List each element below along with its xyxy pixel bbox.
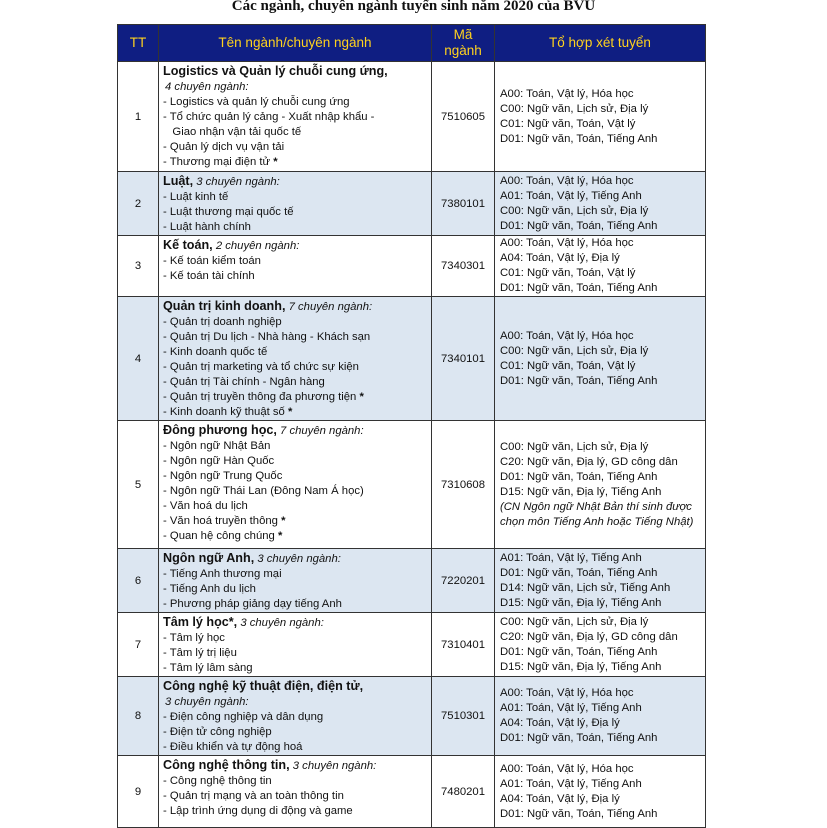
specialization-name: - Quản trị mạng và an toàn thông tin bbox=[163, 790, 344, 802]
major-name: Tâm lý học*, bbox=[163, 615, 238, 629]
major-heading bbox=[163, 64, 431, 80]
specialization-name: - Kinh doanh kỹ thuật số bbox=[163, 406, 288, 418]
specialization-item bbox=[163, 710, 431, 725]
combo-cell bbox=[495, 677, 706, 756]
specialization-name: - Logistics và quản lý chuỗi cung ứng bbox=[163, 96, 350, 108]
combo-item: A01: Toán, Vật lý, Tiếng Anh bbox=[500, 777, 642, 790]
specialization-item bbox=[163, 405, 431, 420]
major-name: Đông phương học, bbox=[163, 423, 277, 437]
specialization-name: - Ngôn ngữ Nhật Bản bbox=[163, 440, 271, 452]
major-heading bbox=[163, 551, 431, 567]
specialization-count: 3 chuyên ngành: bbox=[257, 553, 341, 565]
header-combo: Tổ hợp xét tuyển bbox=[495, 25, 706, 62]
major-heading bbox=[163, 174, 431, 190]
table-row bbox=[118, 172, 706, 236]
combo-note: (CN Ngôn ngữ Nhật Bản thí sinh được bbox=[500, 500, 692, 513]
specialization-item bbox=[163, 190, 431, 205]
specialization-name: - Điện tử công nghiệp bbox=[163, 726, 272, 738]
combo-item: A04: Toán, Vật lý, Địa lý bbox=[500, 252, 620, 264]
combo-item: D15: Ngữ văn, Địa lý, Tiếng Anh bbox=[500, 660, 662, 673]
major-name: Công nghệ thông tin, bbox=[163, 758, 290, 772]
combo-item: A00: Toán, Vật lý, Hóa học bbox=[500, 174, 634, 187]
combo-item: D01: Ngữ văn, Toán, Tiếng Anh bbox=[500, 645, 658, 658]
specialization-item bbox=[163, 631, 431, 646]
table-row bbox=[118, 677, 706, 756]
specialization-name: - Điều khiển và tự động hoá bbox=[163, 741, 303, 753]
combo-item: D01: Ngữ văn, Toán, Tiếng Anh bbox=[500, 566, 658, 579]
combo-item: D15: Ngữ văn, Địa lý, Tiếng Anh bbox=[500, 485, 662, 498]
major-code: 7310401 bbox=[432, 613, 495, 677]
specialization-name: - Luật kinh tế bbox=[163, 191, 229, 203]
major-cell bbox=[159, 549, 432, 613]
header-name: Tên ngành/chuyên ngành bbox=[159, 25, 432, 62]
table-body bbox=[118, 62, 706, 828]
combo-item: D01: Ngữ văn, Toán, Tiếng Anh bbox=[500, 470, 658, 483]
specialization-count: 3 chuyên ngành: bbox=[292, 760, 377, 772]
new-marker-icon: * bbox=[359, 391, 364, 403]
specialization-item bbox=[163, 774, 431, 789]
major-cell bbox=[159, 172, 432, 236]
specialization-item bbox=[163, 140, 431, 155]
specialization-name: - Tâm lý học bbox=[163, 632, 225, 644]
specialization-name: - Ngôn ngữ Thái Lan (Đông Nam Á học) bbox=[163, 485, 364, 497]
specialization-item bbox=[163, 582, 431, 597]
specialization-item bbox=[163, 469, 431, 484]
combo-cell bbox=[495, 62, 706, 172]
combo-item: C00: Ngữ văn, Lịch sử, Địa lý bbox=[500, 440, 649, 453]
combo-item: A04: Toán, Vật lý, Địa lý bbox=[500, 717, 620, 729]
specialization-item bbox=[163, 484, 431, 499]
specialization-item bbox=[163, 110, 431, 125]
table-row bbox=[118, 613, 706, 677]
table-row bbox=[118, 62, 706, 172]
major-name: Kế toán, bbox=[163, 238, 213, 252]
row-number: 1 bbox=[118, 62, 159, 172]
major-code: 7380101 bbox=[432, 172, 495, 236]
specialization-item bbox=[163, 330, 431, 345]
specialization-name: - Văn hoá truyền thông bbox=[163, 515, 282, 527]
combo-cell bbox=[495, 421, 706, 549]
specialization-count: 3 chuyên ngành: bbox=[196, 176, 280, 188]
row-number: 9 bbox=[118, 756, 159, 828]
specialization-item bbox=[163, 205, 431, 220]
specialization-item bbox=[163, 529, 431, 544]
major-name: Luật, bbox=[163, 174, 194, 188]
major-heading bbox=[163, 679, 431, 695]
specialization-name: - Tiếng Anh du lịch bbox=[163, 583, 256, 595]
specialization-name: - Luật hành chính bbox=[163, 221, 251, 233]
combo-item: C20: Ngữ văn, Địa lý, GD công dân bbox=[500, 630, 678, 643]
combo-item: A00: Toán, Vật lý, Hóa học bbox=[500, 762, 634, 775]
combo-cell bbox=[495, 236, 706, 297]
specialization-item bbox=[163, 646, 431, 661]
major-cell bbox=[159, 236, 432, 297]
combo-cell bbox=[495, 549, 706, 613]
major-code: 7340101 bbox=[432, 297, 495, 421]
major-cell bbox=[159, 613, 432, 677]
specialization-item bbox=[163, 315, 431, 330]
major-heading bbox=[163, 758, 431, 774]
header-code-line1: Mã bbox=[453, 27, 473, 42]
major-heading bbox=[163, 615, 431, 631]
specialization-count-text: 4 chuyên ngành: bbox=[165, 81, 249, 93]
major-cell bbox=[159, 421, 432, 549]
combo-item: D01: Ngữ văn, Toán, Tiếng Anh bbox=[500, 807, 658, 820]
specialization-name: Giao nhận vận tải quốc tế bbox=[163, 126, 302, 138]
major-cell bbox=[159, 62, 432, 172]
specialization-name: - Quản trị doanh nghiệp bbox=[163, 316, 282, 328]
combo-item: C00: Ngữ văn, Lịch sử, Địa lý bbox=[500, 615, 649, 628]
combo-item: C01: Ngữ văn, Toán, Vật lý bbox=[500, 117, 636, 130]
combo-item: A00: Toán, Vật lý, Hóa học bbox=[500, 329, 634, 342]
major-code: 7220201 bbox=[432, 549, 495, 613]
combo-item: C00: Ngữ văn, Lịch sử, Địa lý bbox=[500, 204, 649, 217]
specialization-item bbox=[163, 514, 431, 529]
specialization-name: - Quản trị Du lịch - Nhà hàng - Khách sạn bbox=[163, 331, 371, 343]
combo-cell bbox=[495, 172, 706, 236]
specialization-count: 2 chuyên ngành: bbox=[215, 240, 300, 252]
specialization-count: 3 chuyên ngành: bbox=[240, 617, 324, 629]
specialization-name: - Tâm lý trị liệu bbox=[163, 647, 237, 659]
row-number: 8 bbox=[118, 677, 159, 756]
major-cell bbox=[159, 297, 432, 421]
specialization-item bbox=[163, 375, 431, 390]
specialization-name: - Quản trị truyền thông đa phương tiện bbox=[163, 391, 360, 403]
major-name: Công nghệ kỹ thuật điện, điện tử, bbox=[163, 679, 364, 693]
combo-item: A01: Toán, Vật lý, Tiếng Anh bbox=[500, 551, 642, 564]
specialization-item bbox=[163, 804, 431, 819]
combo-item: C00: Ngữ văn, Lịch sử, Địa lý bbox=[500, 344, 649, 357]
combo-item: A01: Toán, Vật lý, Tiếng Anh bbox=[500, 702, 642, 714]
specialization-name: - Lập trình ứng dụng di động và game bbox=[163, 805, 353, 817]
specialization-count-text: 3 chuyên ngành: bbox=[165, 696, 249, 708]
specialization-item bbox=[163, 725, 431, 740]
header-code-line2: ngành bbox=[444, 43, 482, 58]
table-row bbox=[118, 297, 706, 421]
combo-item: C01: Ngữ văn, Toán, Vật lý bbox=[500, 359, 636, 372]
specialization-name: - Phương pháp giảng dạy tiếng Anh bbox=[163, 598, 342, 610]
table-row bbox=[118, 549, 706, 613]
major-name: Ngôn ngữ Anh, bbox=[163, 551, 255, 565]
major-cell bbox=[159, 756, 432, 828]
combo-item: D01: Ngữ văn, Toán, Tiếng Anh bbox=[500, 132, 658, 145]
combo-cell bbox=[495, 297, 706, 421]
specialization-name: - Thương mại điện tử bbox=[163, 156, 274, 168]
combo-item: C20: Ngữ văn, Địa lý, GD công dân bbox=[500, 455, 678, 468]
admissions-table bbox=[117, 24, 706, 828]
specialization-item bbox=[163, 454, 431, 469]
combo-item: D14: Ngữ văn, Lịch sử, Tiếng Anh bbox=[500, 581, 671, 594]
specialization-name: - Ngôn ngữ Hàn Quốc bbox=[163, 455, 275, 467]
specialization-item bbox=[163, 269, 431, 284]
specialization-name: - Luật thương mại quốc tế bbox=[163, 206, 294, 218]
specialization-name: - Kinh doanh quốc tế bbox=[163, 346, 268, 358]
specialization-item bbox=[163, 254, 431, 269]
specialization-item bbox=[163, 155, 431, 170]
specialization-name: - Tâm lý lâm sàng bbox=[163, 662, 253, 674]
combo-note: chọn môn Tiếng Anh hoặc Tiếng Nhật) bbox=[500, 515, 694, 528]
specialization-item bbox=[163, 567, 431, 582]
specialization-name: - Quản lý dịch vụ vận tải bbox=[163, 141, 285, 153]
major-code: 7310608 bbox=[432, 421, 495, 549]
combo-item: D01: Ngữ văn, Toán, Tiếng Anh bbox=[500, 732, 658, 744]
specialization-count: 7 chuyên ngành: bbox=[288, 301, 373, 313]
specialization-item bbox=[163, 95, 431, 110]
table-row bbox=[118, 236, 706, 297]
combo-item: A00: Toán, Vật lý, Hóa học bbox=[500, 687, 634, 699]
combo-item: D01: Ngữ văn, Toán, Tiếng Anh bbox=[500, 219, 658, 232]
specialization-item bbox=[163, 740, 431, 755]
header-code bbox=[432, 25, 495, 62]
specialization-name: - Quan hệ công chúng bbox=[163, 530, 278, 542]
specialization-name: - Công nghệ thông tin bbox=[163, 775, 272, 787]
combo-item: A01: Toán, Vật lý, Tiếng Anh bbox=[500, 189, 642, 202]
header-row bbox=[118, 25, 706, 62]
specialization-item bbox=[163, 125, 431, 140]
specialization-name: - Văn hoá du lịch bbox=[163, 500, 248, 512]
combo-item: D01: Ngữ văn, Toán, Tiếng Anh bbox=[500, 282, 658, 294]
new-marker-icon: * bbox=[277, 530, 283, 542]
specialization-item bbox=[163, 345, 431, 360]
new-marker-icon: * bbox=[281, 515, 286, 527]
specialization-item bbox=[163, 597, 431, 612]
major-code: 7480201 bbox=[432, 756, 495, 828]
specialization-name: - Kế toán tài chính bbox=[163, 270, 255, 282]
combo-item: D15: Ngữ văn, Địa lý, Tiếng Anh bbox=[500, 596, 662, 609]
row-number: 7 bbox=[118, 613, 159, 677]
major-code: 7510301 bbox=[432, 677, 495, 756]
specialization-item bbox=[163, 499, 431, 514]
specialization-name: - Tổ chức quản lý cảng - Xuất nhập khẩu - bbox=[163, 111, 375, 123]
combo-item: C01: Ngữ văn, Toán, Vật lý bbox=[500, 267, 636, 279]
row-number: 4 bbox=[118, 297, 159, 421]
specialization-name: - Quản trị marketing và tổ chức sự kiện bbox=[163, 361, 359, 373]
major-name: Quản trị kinh doanh, bbox=[163, 299, 286, 313]
row-number: 3 bbox=[118, 236, 159, 297]
specialization-item bbox=[163, 439, 431, 454]
row-number: 6 bbox=[118, 549, 159, 613]
major-code: 7510605 bbox=[432, 62, 495, 172]
specialization-name: - Điện công nghiệp và dân dụng bbox=[163, 711, 324, 723]
combo-item: D01: Ngữ văn, Toán, Tiếng Anh bbox=[500, 374, 658, 387]
row-number: 5 bbox=[118, 421, 159, 549]
specialization-count bbox=[163, 80, 431, 95]
row-number: 2 bbox=[118, 172, 159, 236]
combo-item: A04: Toán, Vật lý, Địa lý bbox=[500, 792, 620, 805]
specialization-count: 7 chuyên ngành: bbox=[280, 425, 364, 437]
major-cell bbox=[159, 677, 432, 756]
table-row bbox=[118, 756, 706, 828]
specialization-name: - Tiếng Anh thương mại bbox=[163, 568, 282, 580]
specialization-item bbox=[163, 360, 431, 375]
specialization-count bbox=[163, 695, 431, 710]
specialization-name: - Kế toán kiểm toán bbox=[163, 255, 261, 267]
page-title: Các ngành, chuyên ngành tuyển sinh năm 2020 của BVU bbox=[231, 0, 596, 14]
specialization-name: - Ngôn ngữ Trung Quốc bbox=[163, 470, 283, 482]
combo-cell bbox=[495, 613, 706, 677]
table-row bbox=[118, 421, 706, 549]
new-marker-icon: * bbox=[273, 156, 278, 168]
combo-item: A00: Toán, Vật lý, Hóa học bbox=[500, 87, 634, 100]
specialization-item bbox=[163, 661, 431, 676]
specialization-name: - Quản trị Tài chính - Ngân hàng bbox=[163, 376, 325, 388]
major-code: 7340301 bbox=[432, 236, 495, 297]
major-heading bbox=[163, 423, 431, 439]
major-name: Logistics và Quản lý chuỗi cung ứng, bbox=[163, 64, 388, 78]
specialization-item bbox=[163, 789, 431, 804]
major-heading bbox=[163, 299, 431, 315]
header-tt: TT bbox=[118, 25, 159, 62]
new-marker-icon: * bbox=[287, 406, 293, 418]
specialization-item bbox=[163, 390, 431, 405]
specialization-item bbox=[163, 220, 431, 235]
combo-item: C00: Ngữ văn, Lịch sử, Địa lý bbox=[500, 102, 649, 115]
combo-cell bbox=[495, 756, 706, 828]
major-heading bbox=[163, 238, 431, 254]
combo-item: A00: Toán, Vật lý, Hóa học bbox=[500, 237, 634, 249]
